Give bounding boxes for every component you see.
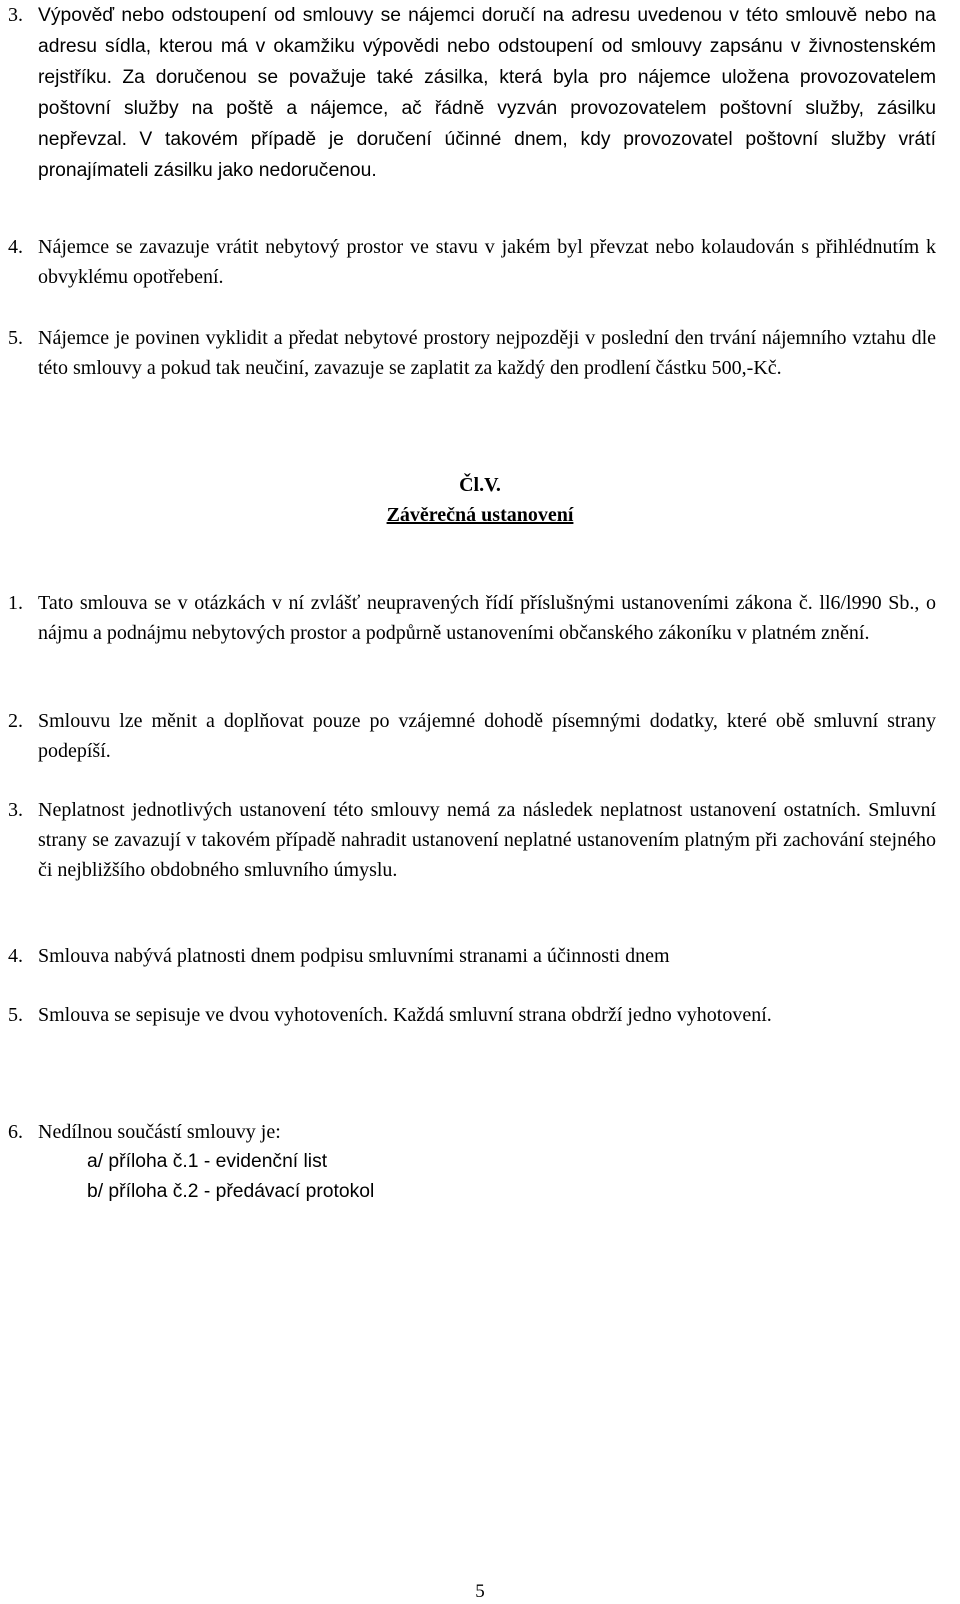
article-title-text: Závěrečná ustanovení xyxy=(386,504,574,526)
annex-item: a/ příloha č.1 - evidenční list xyxy=(87,1151,328,1172)
clause-number: 3. xyxy=(8,799,23,821)
clause-text xyxy=(38,0,936,186)
clause-number: 2. xyxy=(8,710,23,732)
final-provision-6 xyxy=(8,1117,936,1147)
page-number: 5 xyxy=(475,1581,485,1602)
clause-number: 4. xyxy=(8,236,23,258)
clause-number: 5. xyxy=(8,1004,23,1026)
clause-number: 3. xyxy=(8,4,23,26)
final-provision-5 xyxy=(8,1000,936,1030)
clause-text: Tato smlouva se v otázkách v ní zvlášť neupravených řídí příslušnými ustanoveními zákona č. ll6/l990 Sb., o nájmu a podnájmu nebytových prostor a podpůrně ustanoveními občanského zákoníku v platném znění. xyxy=(38,592,936,644)
clause-number: 5. xyxy=(8,327,23,349)
clause-sentence: Výpověď nebo odstoupení od smlouvy se nájemci doručí na adresu uvedenou v této smlouvě nebo na adresu sídla, kterou má v okamžiku výpovědi nebo odstoupení od smlouvy zapsánu v živnostenském rejstříku. xyxy=(38,5,936,88)
final-provision-4 xyxy=(8,941,936,971)
clause-number: 4. xyxy=(8,945,23,967)
clause-4-return-premises xyxy=(8,232,936,292)
clause-sentence: V takovém případě je doručení účinné dnem, kdy provozovatel poštovní služby vrátí pronajímateli zásilku jako nedoručenou. xyxy=(38,129,936,181)
clause-3-notice-delivery xyxy=(8,0,936,186)
article-number: Čl.V. xyxy=(459,474,501,496)
clause-number: 1. xyxy=(8,592,23,614)
clause-text: Smlouvu lze měnit a doplňovat pouze po vzájemné dohodě písemnými dodatky, které obě smluvní strany podepíší. xyxy=(38,710,936,762)
clause-text: Neplatnost jednotlivých ustanovení této smlouvy nemá za následek neplatnost ustanovení ostatních. Smluvní strany se zavazují v takovém případě nahradit ustanovení neplatné ustanovením platným při zachování stejného či nejbližšího obdobného smluvního úmyslu. xyxy=(38,799,936,881)
clause-sentence: Za doručenou se považuje také zásilka, která byla pro nájemce uložena provozovatelem poštovní služby na poště a nájemce, ač řádně vyzván provozovatelem poštovní služby, zásilku nepřevzal. xyxy=(38,67,936,150)
clause-text: Smlouva se sepisuje ve dvou vyhotoveních. Každá smluvní strana obdrží jedno vyhotovení. xyxy=(38,1004,772,1026)
annex-item: b/ příloha č.2 - předávací protokol xyxy=(87,1181,375,1202)
clause-text: Nájemce se zavazuje vrátit nebytový prostor ve stavu v jakém byl převzat nebo kolaudován s přihlédnutím k obvyklému opotřebení. xyxy=(38,236,936,288)
final-provision-2 xyxy=(8,706,936,766)
clause-number: 6. xyxy=(8,1121,23,1143)
clause-text: Smlouva nabývá platnosti dnem podpisu smluvními stranami a účinnosti dnem xyxy=(38,945,670,967)
final-provision-3 xyxy=(8,795,936,885)
article-title xyxy=(0,500,960,530)
final-provision-1 xyxy=(8,588,936,648)
clause-text: Nedílnou součástí smlouvy je: xyxy=(38,1121,281,1143)
clause-5-vacate-premises xyxy=(8,323,936,383)
clause-text: Nájemce je povinen vyklidit a předat nebytové prostory nejpozději v poslední den trvání nájemního vztahu dle této smlouvy a pokud tak neučiní, zavazuje se zaplatit za každý den prodlení částku 500,-Kč. xyxy=(38,327,936,379)
